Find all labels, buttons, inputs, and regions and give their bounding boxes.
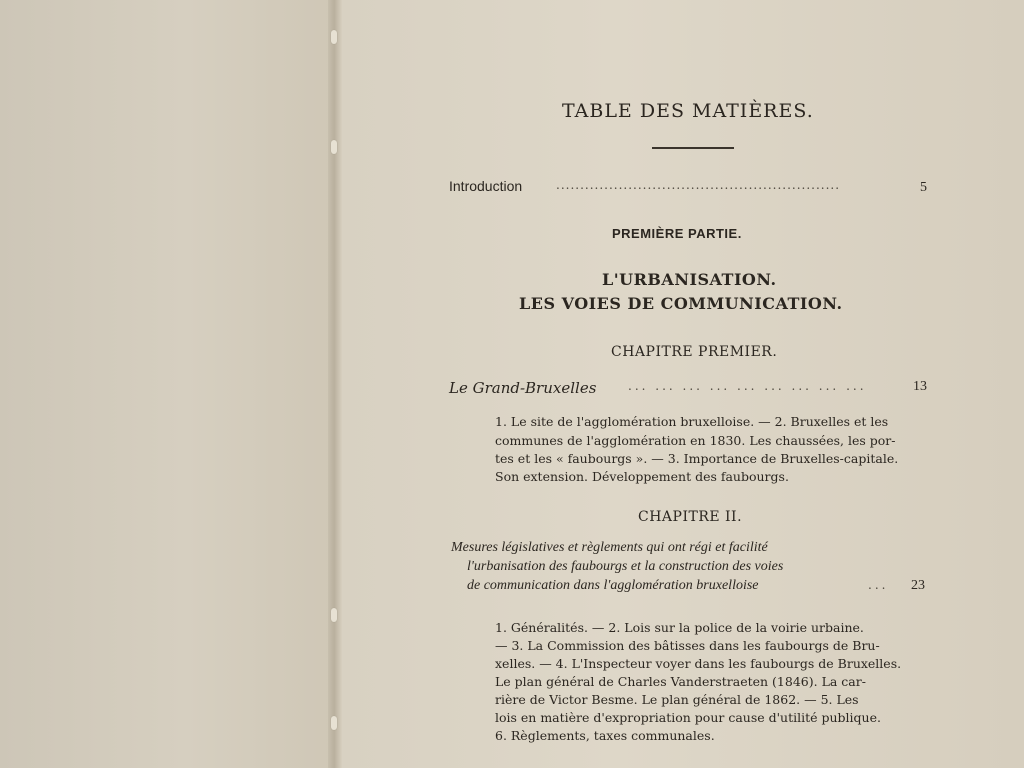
leader-dots: ...: [868, 578, 889, 592]
book-gutter: [328, 0, 342, 768]
chapter1-summary-line: communes de l'agglomération en 1830. Les chaussées, les por-: [495, 433, 896, 448]
left-page: [0, 0, 336, 768]
leader-dots: ... ... ... ... ... ... ... ... ...: [628, 379, 867, 393]
chapter2-title-line: Mesures législatives et règlements qui ont régi et facilité: [451, 540, 768, 555]
chapter1-summary-line: 1. Le site de l'agglomération bruxelloise. — 2. Bruxelles et les: [495, 414, 889, 429]
chapter2-summary-line: Le plan général de Charles Vanderstraeten (1846). La car-: [495, 674, 866, 689]
leader-dots: ...........................................................: [556, 178, 841, 192]
title-rule: [652, 147, 734, 149]
binding-stitch: [331, 30, 337, 44]
chapter2-summary-line: — 3. La Commission des bâtisses dans les faubourgs de Bru-: [495, 638, 880, 653]
chapter2-summary-line: rière de Victor Besme. Le plan général de 1862. — 5. Les: [495, 692, 859, 707]
chapter1-page: 13: [913, 379, 927, 394]
introduction-page: 5: [920, 180, 927, 195]
binding-stitch: [331, 608, 337, 622]
part-title-line2: LES VOIES DE COMMUNICATION.: [519, 294, 843, 313]
chapter1-summary-line: Son extension. Développement des faubourgs.: [495, 469, 789, 484]
chapter2-summary-line: 1. Généralités. — 2. Lois sur la police de la voirie urbaine.: [495, 620, 864, 635]
chapter1-title: Le Grand-Bruxelles: [449, 379, 597, 397]
chapter2-page: 23: [911, 578, 925, 593]
chapter2-summary-line: lois en matière d'expropriation pour cause d'utilité publique.: [495, 710, 881, 725]
chapter2-heading: CHAPITRE II.: [638, 509, 743, 525]
chapter1-summary-line: tes et les « faubourgs ». — 3. Importance de Bruxelles-capitale.: [495, 451, 899, 466]
part-title-line1: L'URBANISATION.: [602, 270, 777, 289]
part-heading: PREMIÈRE PARTIE.: [612, 226, 742, 241]
introduction-label: Introduction: [449, 178, 523, 194]
binding-stitch: [331, 140, 337, 154]
chapter2-summary-line: xelles. — 4. L'Inspecteur voyer dans les faubourgs de Bruxelles.: [495, 656, 902, 671]
page-title: TABLE DES MATIÈRES.: [562, 100, 814, 122]
chapter2-summary-line: 6. Règlements, taxes communales.: [495, 728, 715, 743]
binding-stitch: [331, 716, 337, 730]
chapter1-heading: CHAPITRE PREMIER.: [611, 344, 778, 360]
chapter2-title-line: l'urbanisation des faubourgs et la construction des voies: [467, 559, 784, 574]
chapter2-title-line: de communication dans l'agglomération bruxelloise: [467, 578, 759, 593]
